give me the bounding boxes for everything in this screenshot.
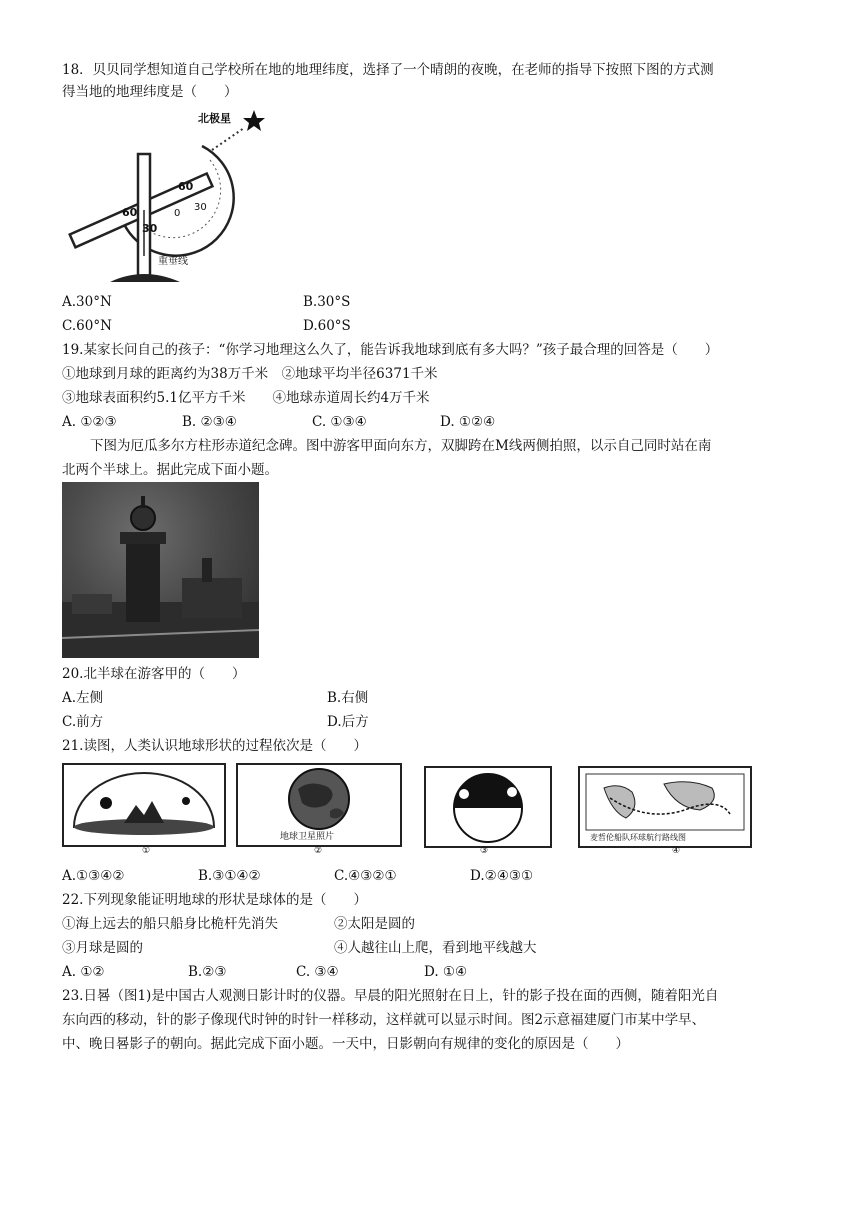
polaris-label: 北极星 xyxy=(198,112,231,125)
tick-label: 60 xyxy=(178,180,194,193)
q21-option-b[interactable]: B.③①④② xyxy=(198,868,261,884)
q22-item: ③月球是圆的 xyxy=(62,940,143,956)
q18-stem-line1: 18．贝贝同学想知道自己学校所在地的地理纬度，选择了一个晴朗的夜晚，在老师的指导下按照下图的方式测 xyxy=(62,62,714,78)
star-icon xyxy=(243,110,265,131)
q23-stem-line2: 东向西的移动，针的影子像现代时钟的时针一样移动，这样就可以显示时间。图2示意福建厦门市某中学早、 xyxy=(62,1012,706,1028)
q21-option-c[interactable]: C.④③②① xyxy=(334,868,397,884)
q19-option-c[interactable]: C. ①③④ xyxy=(312,414,367,430)
q19-option-d[interactable]: D. ①②④ xyxy=(440,414,496,430)
q20-option-d[interactable]: D.后方 xyxy=(327,714,369,730)
q22-option-c[interactable]: C. ③④ xyxy=(296,964,339,980)
intro-line2: 北两个半球上。据此完成下面小题。 xyxy=(62,462,278,478)
q18-option-d[interactable]: D.60°S xyxy=(303,318,351,334)
q20-option-c[interactable]: C.前方 xyxy=(62,714,104,730)
intro-line1: 下图为厄瓜多尔方柱形赤道纪念碑。图中游客甲面向东方，双脚跨在M线两侧拍照，以示自己同时站在南 xyxy=(90,438,712,454)
q22-option-b[interactable]: B.②③ xyxy=(188,964,227,980)
q19-stem: 19.某家长问自己的孩子：“你学习地理这么久了，能告诉我地球到底有多大吗？”孩子最合理的回答是（ ） xyxy=(62,342,719,358)
q19-option-b[interactable]: B. ②③④ xyxy=(182,414,237,430)
q22-stem: 22.下列现象能证明地球的形状是球体的是（ ） xyxy=(62,892,367,908)
monument-silhouette xyxy=(62,482,259,658)
magellan-map-panel xyxy=(578,766,752,848)
instrument-base xyxy=(110,274,180,282)
tick-label: 30 xyxy=(194,202,207,213)
q19-option-a[interactable]: A. ①②③ xyxy=(62,414,117,430)
q22-option-a[interactable]: A. ①② xyxy=(62,964,105,980)
q20-stem: 20.北半球在游客甲的（ ） xyxy=(62,666,246,682)
tick-label: 60 xyxy=(122,206,138,219)
q18-option-a[interactable]: A.30°N xyxy=(62,294,112,310)
globe-panel xyxy=(424,766,552,848)
q20-option-b[interactable]: B.右侧 xyxy=(327,690,369,706)
panel-number: ④ xyxy=(672,846,681,856)
sight-line xyxy=(212,128,244,150)
q22-item: ①海上远去的船只船身比桅杆先消失 xyxy=(62,916,278,932)
q21-stem: 21.读图，人类认识地球形状的过程依次是（ ） xyxy=(62,738,367,754)
tick-label: 30 xyxy=(142,222,158,235)
q21-option-a[interactable]: A.①③④② xyxy=(62,868,125,884)
magellan-caption: 麦哲伦船队环球航行路线图 xyxy=(590,833,686,842)
q23-stem-line3: 中、晚日晷影子的朝向。据此完成下面小题。一天中，日影朝向有规律的变化的原因是（ ） xyxy=(62,1036,629,1052)
q20-option-a[interactable]: A.左侧 xyxy=(62,690,104,706)
equator-monument-photo xyxy=(62,482,259,658)
satellite-photo-panel xyxy=(236,763,402,847)
panel-number: ② xyxy=(314,846,323,856)
flat-earth-panel xyxy=(62,763,226,847)
q19-items-line1: ①地球到月球的距离约为38万千米 ②地球平均半径6371千米 xyxy=(62,366,438,382)
latitude-measurement-figure xyxy=(62,106,272,284)
panel-number: ③ xyxy=(480,846,489,856)
q22-item: ④人越往山上爬，看到地平线越大 xyxy=(334,940,537,956)
q18-stem-line2: 得当地的地理纬度是（ ） xyxy=(62,84,238,100)
panel-number: ① xyxy=(142,846,151,856)
satellite-caption: 地球卫星照片 xyxy=(280,832,335,842)
q18-option-c[interactable]: C.60°N xyxy=(62,318,112,334)
q23-stem-line1: 23.日晷（图1)是中国古人观测日影计时的仪器。早晨的阳光照射在日上，针的影子投在面的西侧，随着阳光自 xyxy=(62,988,719,1004)
q22-option-d[interactable]: D. ①④ xyxy=(424,964,468,980)
plumb-line-label: 重垂线 xyxy=(158,256,188,267)
q22-item: ②太阳是圆的 xyxy=(334,916,415,932)
q21-option-d[interactable]: D.②④③① xyxy=(470,868,534,884)
tick-label: 0 xyxy=(174,208,181,219)
q19-items-line2: ③地球表面积约5.1亿平方千米 ④地球赤道周长约4万千米 xyxy=(62,390,430,406)
q18-option-b[interactable]: B.30°S xyxy=(303,294,351,310)
